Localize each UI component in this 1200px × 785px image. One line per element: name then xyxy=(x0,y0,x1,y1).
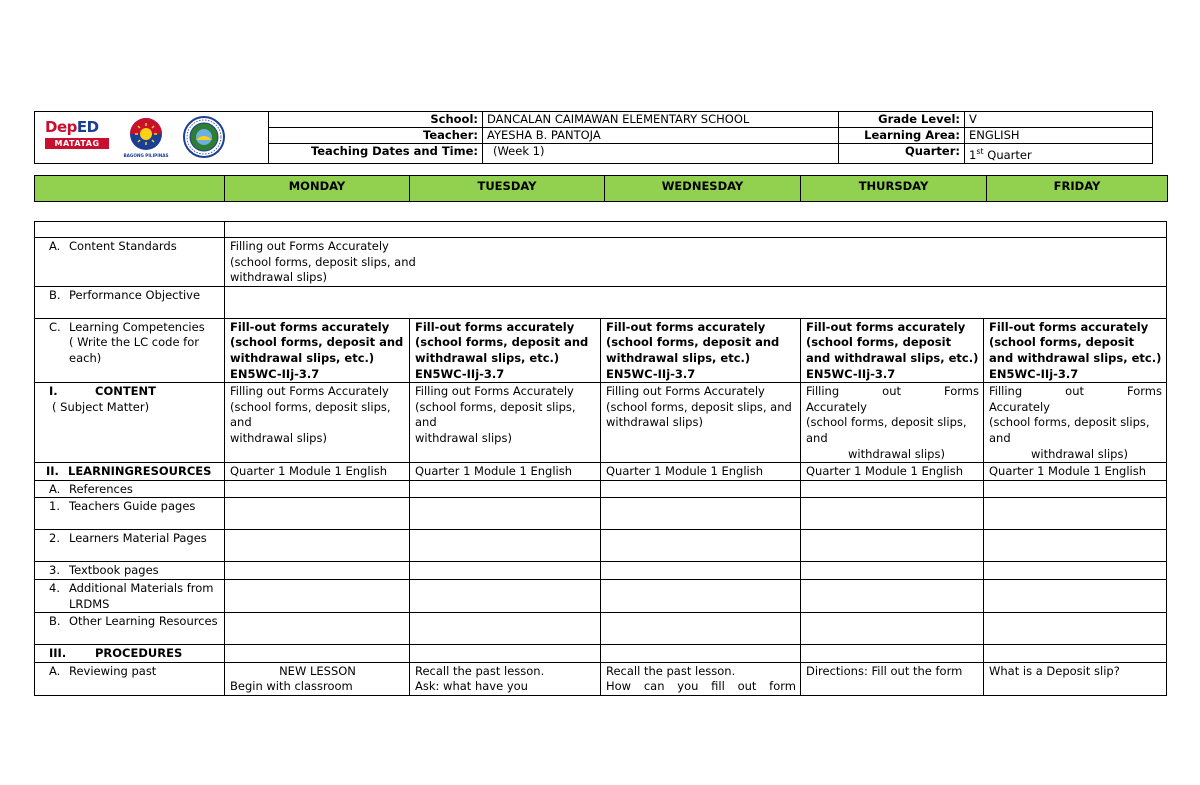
references-row xyxy=(35,480,1167,498)
quarter-label: Quarter: xyxy=(839,144,965,164)
teaching-dates-label: Teaching Dates and Time: xyxy=(269,144,483,164)
learning-area-label: Learning Area: xyxy=(839,128,965,144)
quarter-value: 1st Quarter xyxy=(965,144,1153,164)
learning-competencies-label: C. Learning Competencies ( Write the LC code for each) xyxy=(35,318,225,382)
learners-material-label: 2. Learners Material Pages xyxy=(35,530,225,562)
lc-thursday: Fill-out forms accurately (school forms, deposit and withdrawal slips, etc.) EN5WC-IIj-3.7 xyxy=(801,318,984,382)
lc-friday: Fill-out forms accurately (school forms, deposit and withdrawal slips, etc.) EN5WC-IIj-3.7 xyxy=(984,318,1167,382)
content-standards-row xyxy=(35,238,1167,287)
teacher-label: Teacher: xyxy=(269,128,483,144)
reviewing-thursday: Directions: Fill out the form xyxy=(801,662,984,695)
other-resources-row xyxy=(35,613,1167,645)
blank-top-row xyxy=(35,222,1167,238)
reviewing-wednesday: Recall the past lesson. How can you fill out form xyxy=(601,662,801,695)
resources-tuesday: Quarter 1 Module 1 English xyxy=(410,463,601,481)
teacher-value: AYESHA B. PANTOJA xyxy=(483,128,839,144)
additional-materials-row xyxy=(35,579,1167,612)
textbook-label: 3. Textbook pages xyxy=(35,562,225,580)
lc-monday: Fill-out forms accurately (school forms, deposit and withdrawal slips, etc.) EN5WC-IIj-3.7 xyxy=(225,318,410,382)
lc-tuesday: Fill-out forms accurately (school forms, deposit and withdrawal slips, etc.) EN5WC-IIj-3.7 xyxy=(410,318,601,382)
reviewing-monday: NEW LESSON Begin with classroom xyxy=(225,662,410,695)
day-monday: MONDAY xyxy=(225,176,410,202)
deped-logo: DepED MATATAG xyxy=(45,119,109,155)
school-value: DANCALAN CAIMAWAN ELEMENTARY SCHOOL xyxy=(483,112,839,128)
reviewing-row xyxy=(35,662,1167,695)
teachers-guide-label: 1. Teachers Guide pages xyxy=(35,498,225,530)
logos-cell xyxy=(35,112,269,164)
teachers-guide-row xyxy=(35,498,1167,530)
day-wednesday: WEDNESDAY xyxy=(605,176,801,202)
resources-monday: Quarter 1 Module 1 English xyxy=(225,463,410,481)
resources-friday: Quarter 1 Module 1 English xyxy=(984,463,1167,481)
content-wednesday: Filling out Forms Accurately (school forms, deposit slips, and withdrawal slips) xyxy=(601,383,801,463)
learners-material-row xyxy=(35,530,1167,562)
day-thursday: THURSDAY xyxy=(801,176,987,202)
content-label: I. CONTENT ( Subject Matter) xyxy=(35,383,225,463)
lesson-plan-table xyxy=(34,221,1167,696)
bagong-pilipinas-logo xyxy=(123,114,169,160)
procedures-label: III. PROCEDURES xyxy=(35,645,225,663)
header-table xyxy=(34,111,1153,164)
resources-wednesday: Quarter 1 Module 1 English xyxy=(601,463,801,481)
other-resources-label: B. Other Learning Resources xyxy=(35,613,225,645)
textbook-row xyxy=(35,562,1167,580)
learning-area-value: ENGLISH xyxy=(965,128,1153,144)
content-standards-value: Filling out Forms Accurately (school forms, deposit slips, and withdrawal slips) xyxy=(225,238,1167,287)
days-header-table xyxy=(34,175,1168,202)
content-monday: Filling out Forms Accurately (school forms, deposit slips, and withdrawal slips) xyxy=(225,383,410,463)
day-tuesday: TUESDAY xyxy=(410,176,605,202)
performance-objective-value xyxy=(225,286,1167,318)
school-label: School: xyxy=(269,112,483,128)
content-tuesday: Filling out Forms Accurately (school forms, deposit slips, and withdrawal slips) xyxy=(410,383,601,463)
additional-materials-label: 4. Additional Materials from LRDMS xyxy=(35,579,225,612)
school-seal-logo xyxy=(183,116,225,158)
learning-competencies-row xyxy=(35,318,1167,382)
days-blank-cell xyxy=(35,176,225,202)
reviewing-friday: What is a Deposit slip? xyxy=(984,662,1167,695)
content-thursday: Filling out Forms Accurately (school forms, deposit slips, and withdrawal slips) xyxy=(801,383,984,463)
lc-wednesday: Fill-out forms accurately (school forms, deposit and withdrawal slips, etc.) EN5WC-IIj-3.7 xyxy=(601,318,801,382)
day-friday: FRIDAY xyxy=(987,176,1168,202)
references-label: A. References xyxy=(35,480,225,498)
svg-text:BAGONG PILIPINAS: BAGONG PILIPINAS xyxy=(123,153,169,159)
procedures-row xyxy=(35,645,1167,663)
reviewing-label: A. Reviewing past xyxy=(35,662,225,695)
reviewing-tuesday: Recall the past lesson. Ask: what have you xyxy=(410,662,601,695)
performance-objective-label: B. Performance Objective xyxy=(35,286,225,318)
learning-resources-label: II. LEARNINGRESOURCES xyxy=(35,463,225,481)
content-standards-label: A. Content Standards xyxy=(35,238,225,287)
resources-thursday: Quarter 1 Module 1 English xyxy=(801,463,984,481)
learning-resources-row xyxy=(35,463,1167,481)
grade-level-value: V xyxy=(965,112,1153,128)
grade-level-label: Grade Level: xyxy=(839,112,965,128)
teaching-dates-value: (Week 1) xyxy=(483,144,839,164)
content-friday: Filling out Forms Accurately (school forms, deposit slips, and withdrawal slips) xyxy=(984,383,1167,463)
content-row xyxy=(35,383,1167,463)
performance-objective-row xyxy=(35,286,1167,318)
